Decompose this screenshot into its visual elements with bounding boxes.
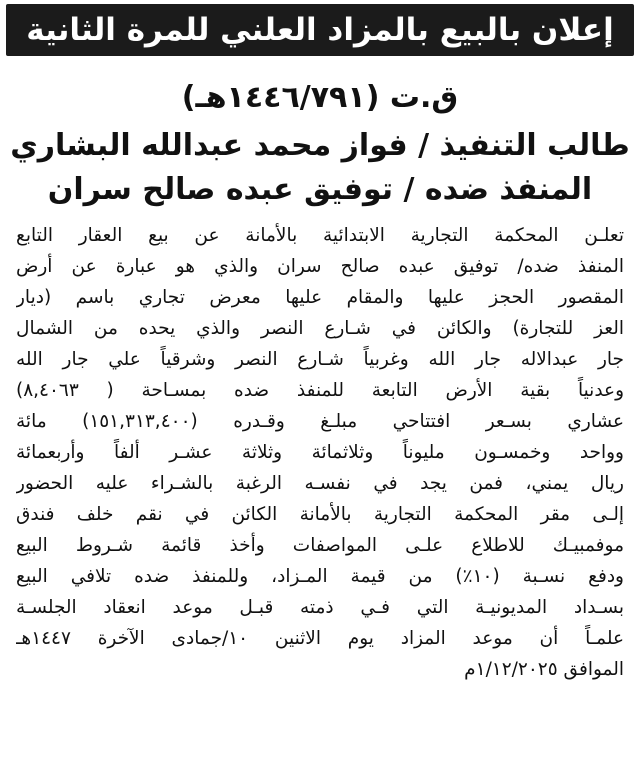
case-number: ق.ت (١٤٤٦/٧٩١هـ) <box>181 80 459 115</box>
body-line: ريال يمني، فمن يجد في نفسـه الرغبة بالشـراء عليه الحضور <box>16 473 624 494</box>
applicant-line: طالب التنفيذ / فواز محمد عبدالله البشاري <box>10 128 630 163</box>
body-line: المقصور الحجز عليها والمقام عليها معرض تجاري باسم (ديار <box>16 287 624 308</box>
body-line: تعلـن المحكمة التجارية الابتدائية بالأمانة عن بيع العقار التابع <box>16 225 624 246</box>
body-line: بسـداد المديونيـة التي فـي ذمته قبـل موعد انعقاد الجلسـة <box>16 597 624 618</box>
body-line: علمـاً أن موعد المزاد يوم الاثنين ١٠/جمادى الآخرة ١٤٤٧هـ <box>16 628 624 649</box>
body-line: العز للتجارة) والكائن في شـارع النصر والذي يحده من الشمال <box>16 318 624 339</box>
notice-body <box>6 220 634 685</box>
notice-title: إعلان بالبيع بالمزاد العلني للمرة الثانية <box>6 4 634 56</box>
body-line-date: الموافق ١/١٢/٢٠٢٥م <box>464 659 624 680</box>
respondent-line: المنفذ ضده / توفيق عبده صالح سران <box>47 172 593 207</box>
body-line: المنفذ ضده/ توفيق عبده صالح سران والذي هو عبارة عن أرض <box>16 256 624 277</box>
body-line: جار عبدالاله جار الله وغربياً شـارع النصر وشرقياً علي جار الله <box>16 349 624 370</box>
body-line: وواحد وخمسـون مليوناً وثلاثمائة وثلاثة عشـر ألفاً وأربعمائة <box>16 442 624 463</box>
body-line: عشاري بسـعر افتتاحي مبلـغ وقـدره (١٥١,٣١٣,٤٠٠) مائة <box>16 411 624 432</box>
body-line: إلـى مقر المحكمة التجارية بالأمانة الكائن في نقم خلف فندق <box>16 504 624 525</box>
body-line: ودفع نسـبة (١٠٪) من قيمة المـزاد، وللمنفذ ضده تلافي البيع <box>16 566 624 587</box>
body-line: وعدنياً بقية الأرض التابعة للمنفذ ضده بمسـاحة ( ٨,٤٠٦٣) <box>16 380 624 401</box>
body-line: موفمبيـك للاطلاع علـى المواصفات وأخذ قائمة شـروط البيع <box>16 535 624 556</box>
